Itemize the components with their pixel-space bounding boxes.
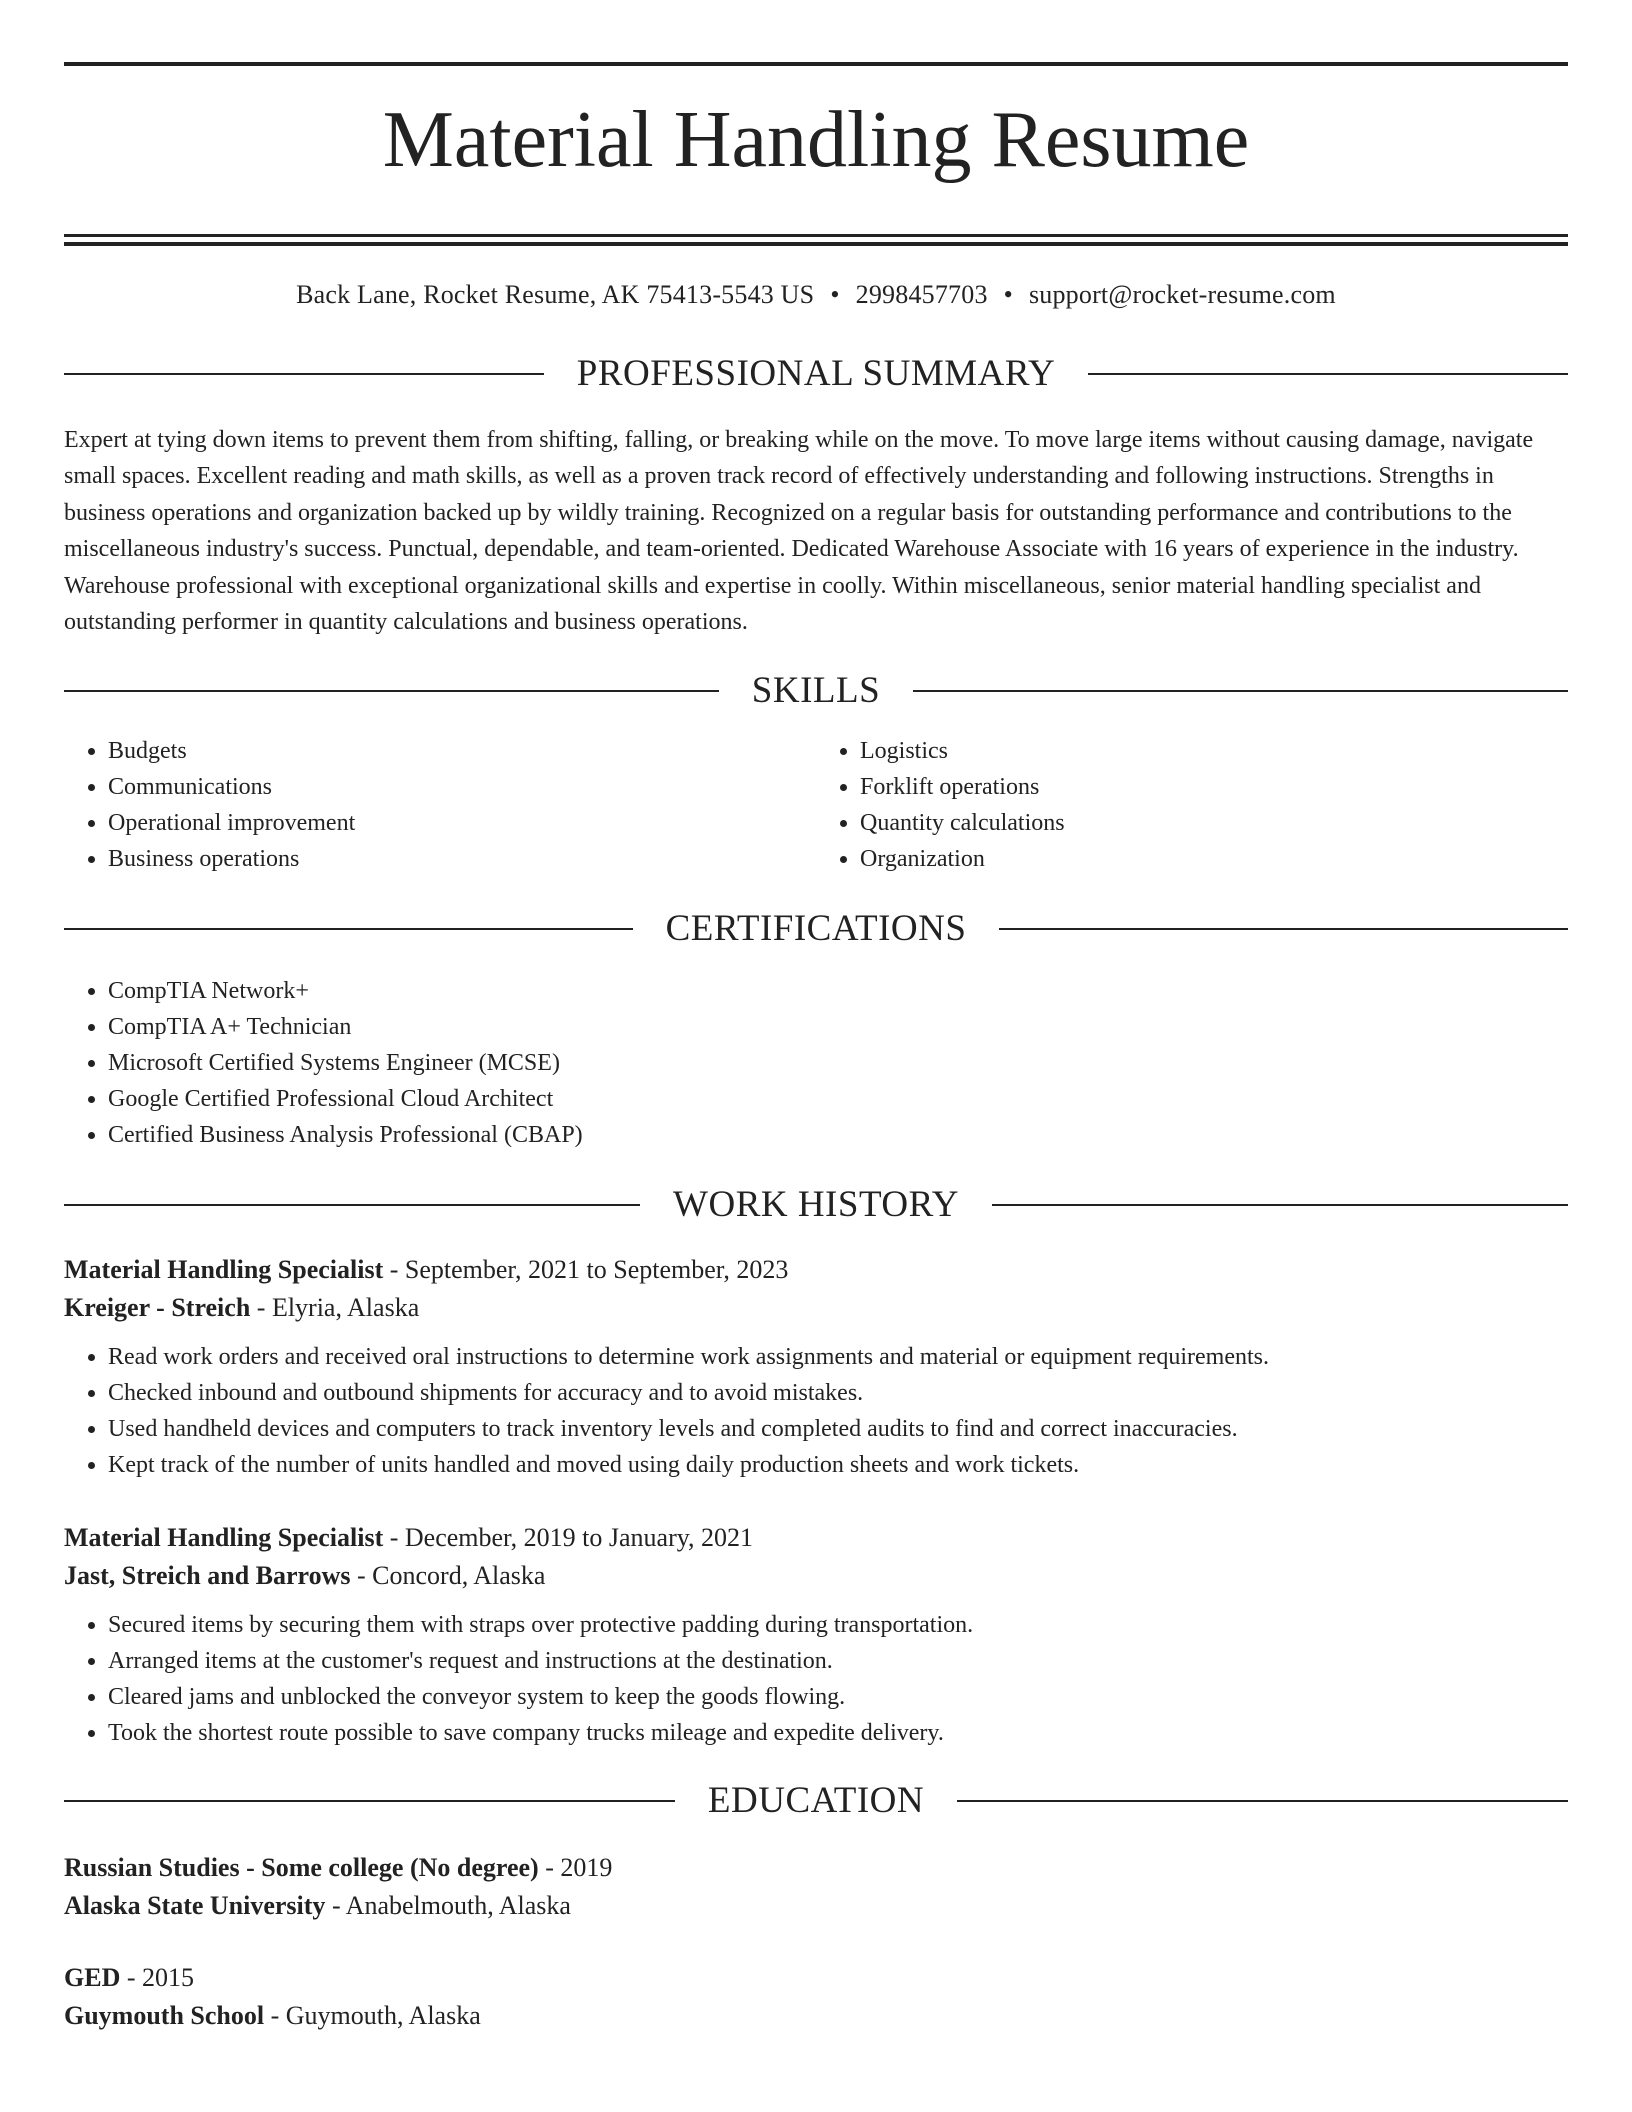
skill-item: • Quantity calculations <box>860 805 1568 841</box>
education-school-line <box>64 1997 1568 2035</box>
skill-item: • Organization <box>860 841 1568 877</box>
job-entry <box>64 1251 1568 1483</box>
job-company-line <box>64 1557 1568 1595</box>
job-title: Material Handling Specialist <box>64 1522 384 1552</box>
certification-item: • Google Certified Professional Cloud Architect <box>108 1081 1568 1117</box>
education-school: Guymouth School <box>64 2000 265 2030</box>
certification-item: • CompTIA A+ Technician <box>108 1009 1568 1045</box>
job-title-line <box>64 1251 1568 1289</box>
divider-line <box>957 1800 1568 1802</box>
job-title: Material Handling Specialist <box>64 1254 384 1284</box>
divider-line <box>999 928 1568 930</box>
job-bullet: • Secured items by securing them with straps over protective padding during transportation. <box>108 1607 1568 1643</box>
education-degree-line <box>64 1959 1568 1997</box>
section-header-skills <box>64 671 1568 711</box>
education-school: Alaska State University <box>64 1890 326 1920</box>
job-title-line <box>64 1519 1568 1557</box>
certification-item: • Certified Business Analysis Professional (CBAP) <box>108 1117 1568 1153</box>
contact-address: Back Lane, Rocket Resume, AK 75413-5543 US <box>296 279 815 309</box>
contact-email: support@rocket-resume.com <box>1028 279 1336 309</box>
job-location: - Concord, Alaska <box>350 1560 546 1590</box>
job-bullet: • Cleared jams and unblocked the conveyor system to keep the goods flowing. <box>108 1679 1568 1715</box>
section-header-work <box>64 1185 1568 1225</box>
section-title-certifications: CERTIFICATIONS <box>665 907 967 949</box>
job-company: Jast, Streich and Barrows <box>64 1560 351 1590</box>
skill-item: • Operational improvement <box>108 805 816 841</box>
job-bullet: • Arranged items at the customer's request and instructions at the destination. <box>108 1643 1568 1679</box>
divider-line <box>64 690 719 692</box>
contact-separator: • <box>1003 279 1013 309</box>
divider-line <box>64 1204 640 1206</box>
education-degree: GED <box>64 1962 121 1992</box>
skill-item: • Forklift operations <box>860 769 1568 805</box>
divider-line <box>1088 373 1568 375</box>
section-title-skills: SKILLS <box>751 669 881 711</box>
education-year: - 2019 <box>538 1852 613 1882</box>
section-title-work: WORK HISTORY <box>673 1183 959 1225</box>
section-title-summary: PROFESSIONAL SUMMARY <box>576 352 1056 394</box>
certifications-list <box>64 973 1568 1153</box>
contact-phone: 2998457703 <box>855 279 988 309</box>
education-location: - Guymouth, Alaska <box>264 2000 481 2030</box>
education-year: - 2015 <box>120 1962 195 1992</box>
skill-item: • Communications <box>108 769 816 805</box>
section-header-certifications <box>64 909 1568 949</box>
skill-item: • Budgets <box>108 733 816 769</box>
skills-list-left <box>64 733 816 877</box>
divider-line <box>64 373 544 375</box>
title-double-rule <box>64 234 1568 246</box>
job-dates: - December, 2019 to January, 2021 <box>383 1522 754 1552</box>
job-bullet: • Took the shortest route possible to save company trucks mileage and expedite delivery. <box>108 1715 1568 1751</box>
education-degree-line <box>64 1849 1568 1887</box>
certification-item: • CompTIA Network+ <box>108 973 1568 1009</box>
education-location: - Anabelmouth, Alaska <box>325 1890 571 1920</box>
job-bullet: • Kept track of the number of units handled and moved using daily production sheets and work tickets. <box>108 1447 1568 1483</box>
top-rule <box>64 62 1568 66</box>
page-title: Material Handling Resume <box>382 96 1250 184</box>
job-company: Kreiger - Streich <box>64 1292 251 1322</box>
job-company-line <box>64 1289 1568 1327</box>
skill-item: • Business operations <box>108 841 816 877</box>
contact-separator: • <box>830 279 840 309</box>
divider-line <box>992 1204 1568 1206</box>
section-header-education <box>64 1781 1568 1821</box>
education-degree: Russian Studies - Some college (No degree) <box>64 1852 539 1882</box>
divider-line <box>913 690 1568 692</box>
skill-item: • Logistics <box>860 733 1568 769</box>
skills-columns <box>64 733 1568 877</box>
education-entry <box>64 1849 1568 1925</box>
job-entry <box>64 1519 1568 1751</box>
contact-line <box>64 280 1568 310</box>
resume-page <box>64 62 1568 2035</box>
job-bullets <box>64 1339 1568 1483</box>
certification-item: • Microsoft Certified Systems Engineer (MCSE) <box>108 1045 1568 1081</box>
summary-paragraph: Expert at tying down items to prevent them from shifting, falling, or breaking while on the move. To move large items without causing damage, navigate small spaces. Excellent reading and math skills, as well as a proven track record of effectively understanding and following instructions. Strengths in business operations and organization backed up by wildly training. Recognized on a regular basis for outstanding performance and contributions to the miscellaneous industry's success. Punctual, dependable, and team-oriented. Dedicated Warehouse Associate with 16 years of experience in the industry. Warehouse professional with exceptional organizational skills and expertise in coolly. Within miscellaneous, senior material handling specialist and outstanding performer in quantity calculations and business operations. <box>64 426 1534 636</box>
section-header-summary <box>64 354 1568 394</box>
job-bullet: • Checked inbound and outbound shipments for accuracy and to avoid mistakes. <box>108 1375 1568 1411</box>
job-location: - Elyria, Alaska <box>250 1292 420 1322</box>
job-dates: - September, 2021 to September, 2023 <box>383 1254 789 1284</box>
education-school-line <box>64 1887 1568 1925</box>
education-entry <box>64 1959 1568 2035</box>
section-title-education: EDUCATION <box>707 1779 925 1821</box>
job-bullet: • Used handheld devices and computers to track inventory levels and completed audits to find and correct inaccuracies. <box>108 1411 1568 1447</box>
job-bullets <box>64 1607 1568 1751</box>
divider-line <box>64 928 633 930</box>
skills-list-right <box>816 733 1568 877</box>
divider-line <box>64 1800 675 1802</box>
job-bullet: • Read work orders and received oral instructions to determine work assignments and material or equipment requirements. <box>108 1339 1568 1375</box>
